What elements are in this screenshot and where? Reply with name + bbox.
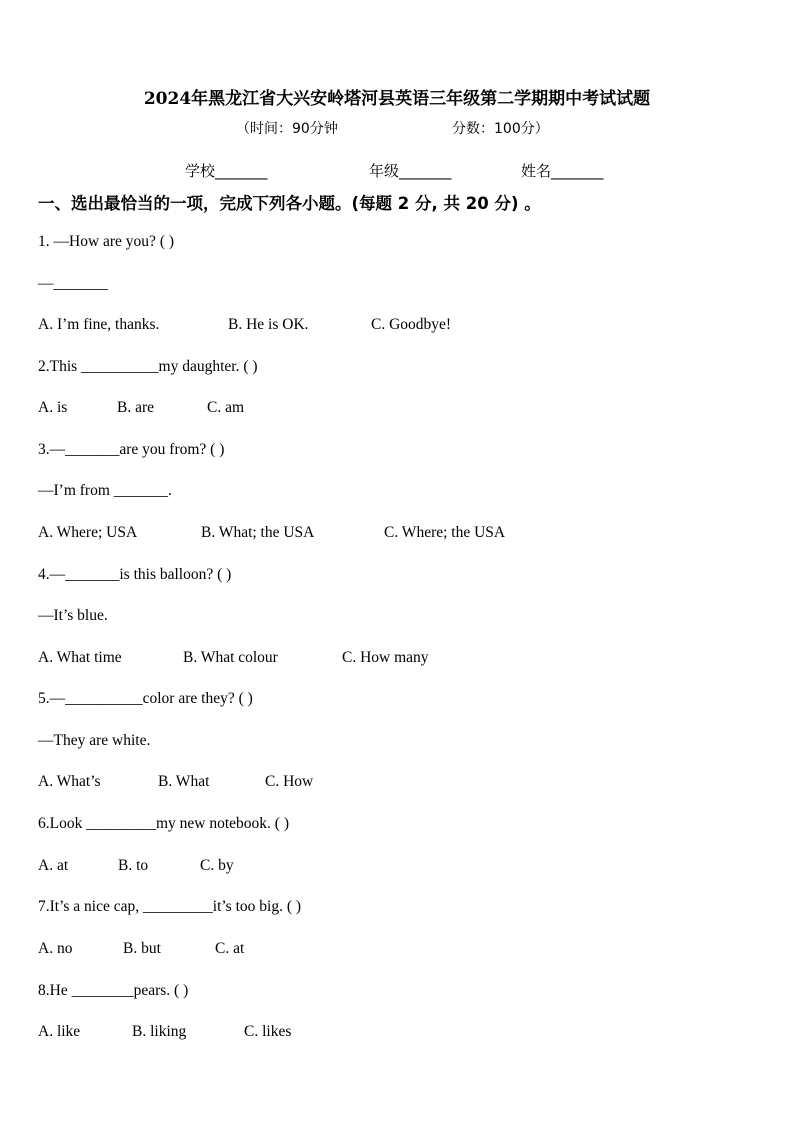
question-2-options	[38, 399, 244, 417]
question-4-line-1: 4.—_______is this balloon? ( )	[38, 566, 232, 583]
question-7-line-1: 7.It’s a nice cap, _________it’s too big. ( )	[38, 898, 302, 915]
question-6-options	[38, 857, 234, 875]
question-4-options	[38, 649, 429, 667]
question-8-line-1: 8.He ________pears. ( )	[38, 982, 189, 999]
question-6-option-b: B. to	[118, 857, 149, 874]
question-5-option-a: A. What’s	[38, 773, 101, 790]
question-2-option-a: A. is	[38, 399, 68, 416]
section-heading: 一、选出最恰当的一项，完成下列各小题。(每题 2 分, 共 20 分) 。	[38, 194, 541, 213]
question-4-option-b: B. What colour	[183, 649, 278, 666]
school-field: 学校_______	[185, 162, 268, 180]
question-1-line-2: —_______	[38, 275, 108, 292]
question-4-line-2: —It’s blue.	[38, 607, 108, 624]
question-7-options	[38, 940, 244, 958]
question-6-option-a: A. at	[38, 857, 69, 874]
question-8-option-a: A. like	[38, 1023, 81, 1040]
question-5-line-2: —They are white.	[38, 732, 151, 749]
question-2-line-1: 2.This __________my daughter. ( )	[38, 358, 258, 375]
question-3-option-c: C. Where; the USA	[384, 524, 506, 541]
question-1-option-a: A. I’m fine, thanks.	[38, 316, 160, 333]
question-1-options	[38, 316, 451, 334]
exam-time: （时间：90分钟	[236, 121, 338, 137]
grade-field: 年级_______	[369, 162, 452, 180]
question-8-option-c: C. likes	[244, 1023, 292, 1040]
question-7-option-b: B. but	[123, 940, 161, 957]
question-3-line-2: —I’m from _______.	[38, 482, 172, 499]
question-4-option-c: C. How many	[342, 649, 429, 666]
name-field: 姓名_______	[521, 162, 604, 180]
question-8-option-b: B. liking	[132, 1023, 187, 1040]
question-1-option-b: B. He is OK.	[228, 316, 309, 333]
question-5-options	[38, 773, 313, 791]
question-6-line-1: 6.Look _________my new notebook. ( )	[38, 815, 289, 832]
question-3-line-1: 3.—_______are you from? ( )	[38, 441, 225, 458]
question-5-line-1: 5.—__________color are they? ( )	[38, 690, 253, 707]
question-5-option-c: C. How	[265, 773, 314, 790]
question-5-option-b: B. What	[158, 773, 210, 790]
exam-score: 分数：100分）	[452, 121, 549, 137]
question-7-option-a: A. no	[38, 940, 73, 957]
question-1-option-c: C. Goodbye!	[371, 316, 452, 333]
question-4-option-a: A. What time	[38, 649, 122, 666]
question-7-option-c: C. at	[215, 940, 245, 957]
question-3-option-b: B. What; the USA	[201, 524, 315, 541]
question-2-option-c: C. am	[207, 399, 245, 416]
question-3-options	[38, 524, 505, 542]
exam-title: 2024年黑龙江省大兴安岭塔河县英语三年级第二学期期中考试试题	[143, 89, 651, 109]
question-2-option-b: B. are	[117, 399, 155, 416]
question-1-line-1: 1. —How are you? ( )	[38, 233, 175, 250]
question-8-options	[38, 1023, 291, 1041]
question-6-option-c: C. by	[200, 857, 234, 874]
question-3-option-a: A. Where; USA	[38, 524, 138, 541]
